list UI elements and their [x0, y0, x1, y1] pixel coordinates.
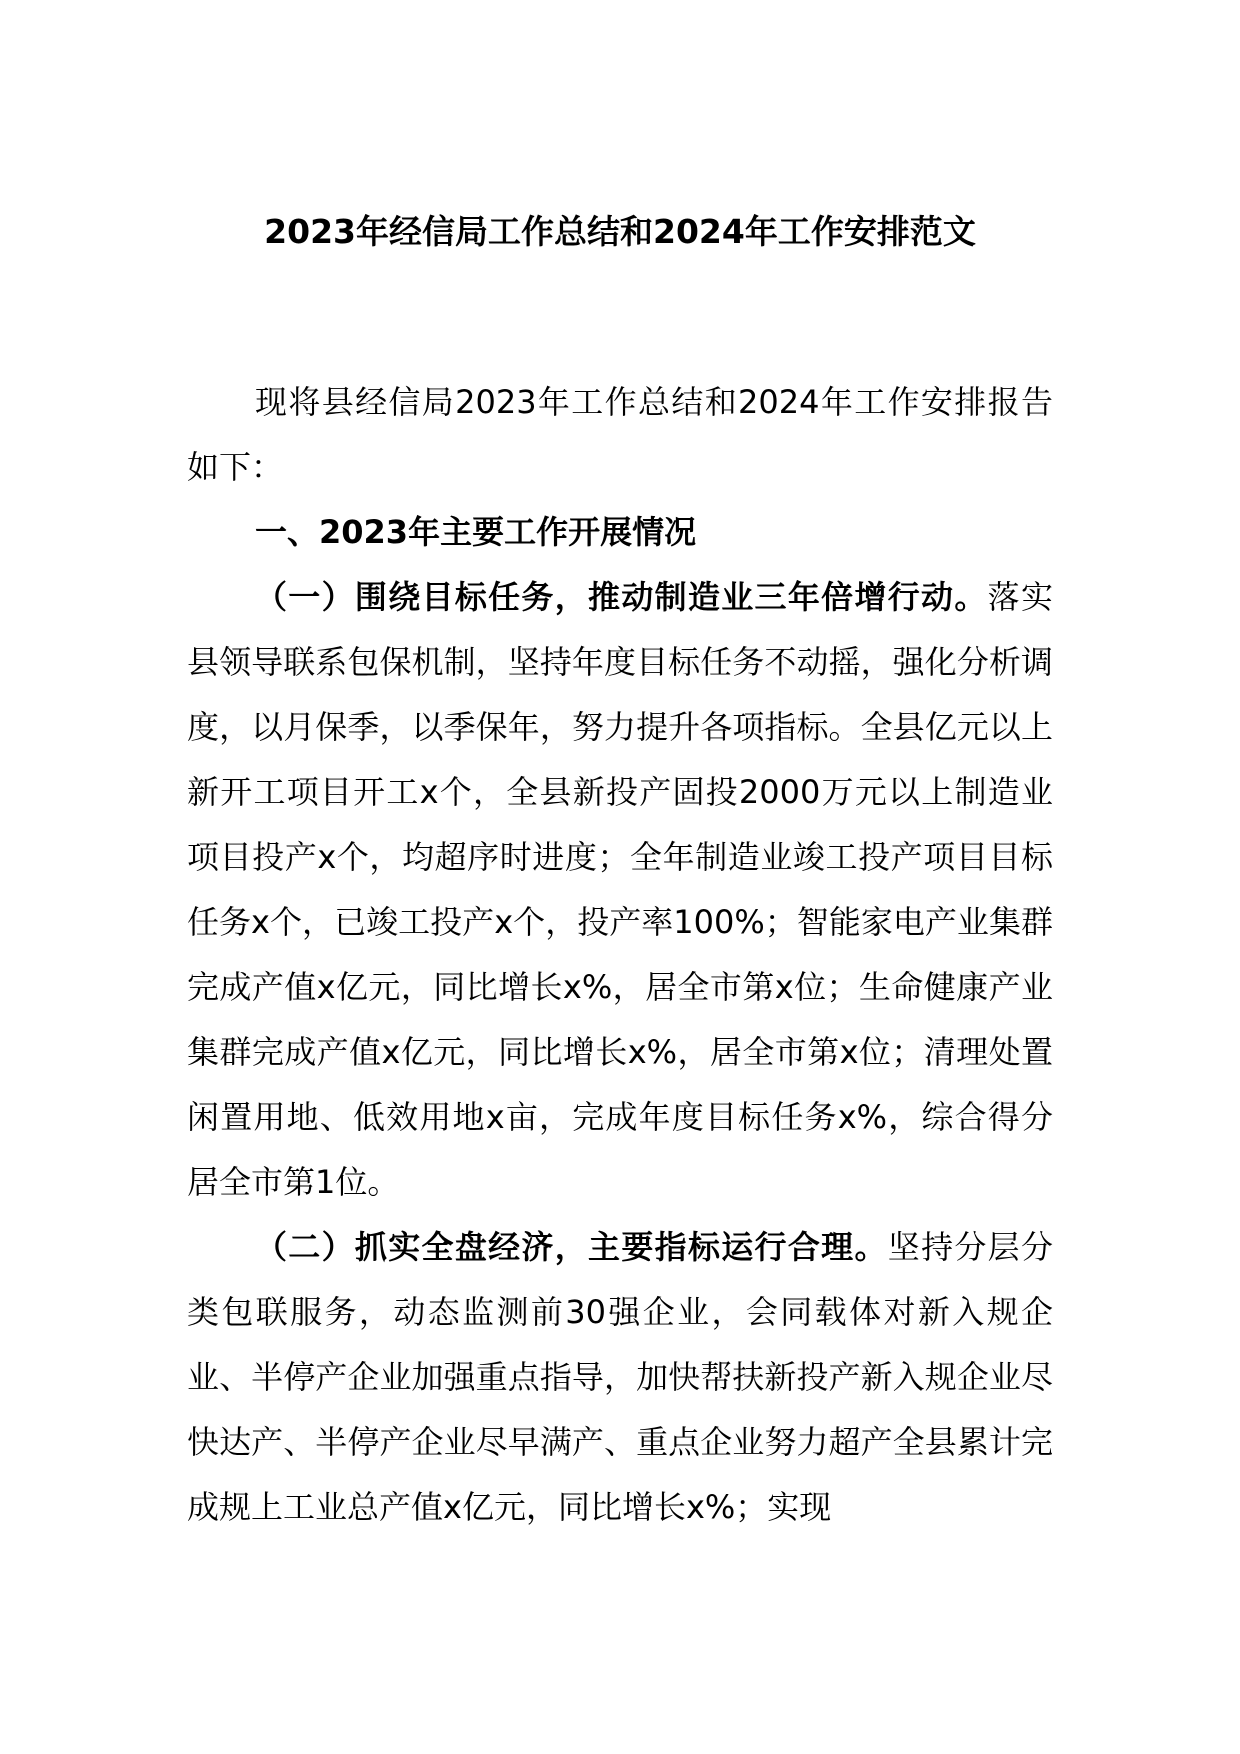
- item-2-paragraph: [187, 1215, 1053, 1540]
- document-title: 2023年经信局工作总结和2024年工作安排范文: [264, 212, 976, 251]
- item-1-text: 落实县领导联系包保机制，坚持年度目标任务不动摇，强化分析调度，以月保季，以季保年，努力提升各项指标。全县亿元以上新开工项目开工x个，全县新投产固投2000万元以上制造业项目投产x个，均超序时进度；全年制造业竣工投产项目目标任务x个，已竣工投产x个，投产率100%；智能家电产业集群完成产值x亿元，同比增长x%，居全市第x位；生命健康产业集群完成产值x亿元，同比增长x%，居全市第x位；清理处置闲置用地、低效用地x亩，完成年度目标任务x%，综合得分居全市第1位。: [187, 578, 1053, 1201]
- item-2-lead: （二）抓实全盘经济，主要指标运行合理。: [255, 1228, 888, 1266]
- intro-paragraph: 现将县经信局2023年工作总结和2024年工作安排报告如下：: [187, 383, 1053, 486]
- item-1-lead: （一）围绕目标任务，推动制造业三年倍增行动。: [255, 578, 988, 616]
- item-2-text: 坚持分层分类包联服务，动态监测前30强企业，会同载体对新入规企业、半停产企业加强重点指导，加快帮扶新投产新入规企业尽快达产、半停产企业尽早满产、重点企业努力超产全县累计完成规上工业总产值x亿元，同比增长x%；实现: [187, 1228, 1053, 1526]
- section-heading: 一、2023年主要工作开展情况: [255, 513, 697, 551]
- item-1-paragraph: [187, 565, 1053, 1215]
- document-body: [187, 370, 1053, 1540]
